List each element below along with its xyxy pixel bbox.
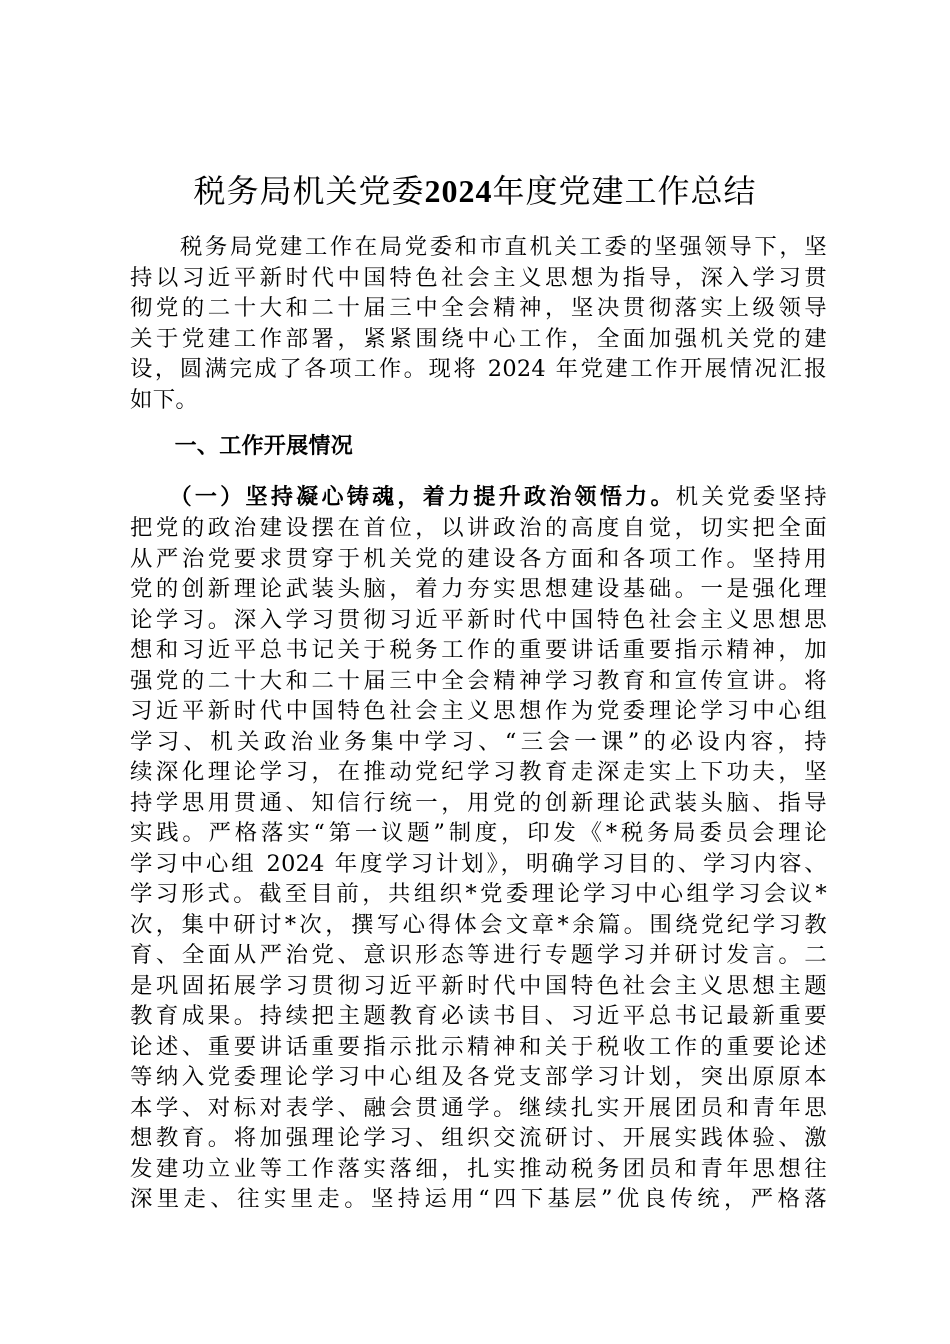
intro-paragraph bbox=[130, 232, 827, 415]
paragraph-line: 党的创新理论武装头脑，着力夯实思想建设基础。一是强化理 bbox=[130, 576, 827, 602]
paragraph-line: 如下。 bbox=[130, 386, 199, 413]
paragraph-line: 强党的二十大和二十届三中全会精神学习教育和宣传宣讲。将 bbox=[130, 667, 827, 694]
subsection-lead-rest: 机关党委坚持 bbox=[675, 483, 827, 510]
paragraph-line: 论述、重要讲话重要指示批示精神和关于税收工作的重要论述 bbox=[130, 1033, 827, 1060]
paragraph-line bbox=[130, 482, 827, 514]
paragraph-line: 等纳入党委理论学习中心组及各党支部学习计划，突出原原本 bbox=[130, 1064, 827, 1090]
paragraph-line: 关于党建工作部署，紧紧围绕中心工作，全面加强机关党的建 bbox=[130, 325, 827, 352]
paragraph-line: 教育成果。持续把主题教育必读书目、习近平总书记最新重要 bbox=[130, 1003, 827, 1029]
document-title bbox=[0, 168, 950, 214]
paragraph-line: 发建功立业等工作落实落细，扎实推动税务团员和青年思想往 bbox=[130, 1155, 827, 1182]
paragraph-line: 想和习近平总书记关于税务工作的重要讲话重要指示精神，加 bbox=[130, 637, 827, 663]
subsection-paragraph bbox=[130, 482, 827, 1215]
paragraph-line: 学习形式。截至目前，共组织*党委理论学习中心组学习会议* bbox=[130, 881, 827, 907]
paragraph-line: 次，集中研讨*次，撰写心得体会文章*余篇。围绕党纪学习教 bbox=[130, 911, 827, 938]
paragraph-line: 学习中心组 2024 年度学习计划》，明确学习目的、学习内容、 bbox=[130, 850, 827, 877]
paragraph-line: 育、全面从严治党、意识形态等进行专题学习并研讨发言。二 bbox=[130, 942, 827, 968]
paragraph-line: 持学思用贯通、知信行统一，用党的创新理论武装头脑、指导 bbox=[130, 789, 827, 816]
paragraph-line: 学习、机关政治业务集中学习、“三会一课”的必设内容，持 bbox=[130, 728, 827, 755]
paragraph-line: 深里走、往实里走。坚持运用“四下基层”优良传统，严格落 bbox=[130, 1186, 827, 1212]
paragraph-line: 彻党的二十大和二十届三中全会精神，坚决贯彻落实上级领导 bbox=[130, 295, 827, 321]
title-suffix: 年度党建工作总结 bbox=[492, 172, 757, 210]
section-heading: 一、工作开展情况 bbox=[130, 434, 354, 459]
paragraph-line: 续深化理论学习，在推动党纪学习教育走深走实上下功夫，坚 bbox=[130, 759, 827, 785]
paragraph-line: 想教育。将加强理论学习、组织交流研讨、开展实践体验、激 bbox=[130, 1125, 827, 1151]
paragraph-line: 把党的政治建设摆在首位，以讲政治的高度自觉，切实把全面 bbox=[130, 515, 827, 541]
paragraph-line: 论学习。深入学习贯彻习近平新时代中国特色社会主义思想思 bbox=[130, 606, 827, 633]
document-body bbox=[130, 232, 827, 1215]
paragraph-line: 设，圆满完成了各项工作。现将 2024 年党建工作开展情况汇报 bbox=[130, 356, 827, 382]
paragraph-line: 是巩固拓展学习贯彻习近平新时代中国特色社会主义思想主题 bbox=[130, 972, 827, 999]
subsection-lead: （一）坚持凝心铸魂，着力提升政治领悟力。 bbox=[130, 484, 676, 510]
title-year: 2024 bbox=[424, 173, 493, 209]
paragraph-line: 实践。严格落实“第一议题”制度，印发《*税务局委员会理论 bbox=[130, 820, 827, 846]
paragraph-line: 持以习近平新时代中国特色社会主义思想为指导，深入学习贯 bbox=[130, 264, 827, 291]
paragraph-line: 税务局党建工作在局党委和市直机关工委的坚强领导下，坚 bbox=[130, 234, 827, 260]
paragraph-line: 从严治党要求贯穿于机关党的建设各方面和各项工作。坚持用 bbox=[130, 545, 827, 572]
paragraph-line: 本学、对标对表学、融会贯通学。继续扎实开展团员和青年思 bbox=[130, 1094, 827, 1121]
title-prefix: 税务局机关党委 bbox=[193, 172, 425, 210]
paragraph-line: 习近平新时代中国特色社会主义思想作为党委理论学习中心组 bbox=[130, 698, 827, 724]
